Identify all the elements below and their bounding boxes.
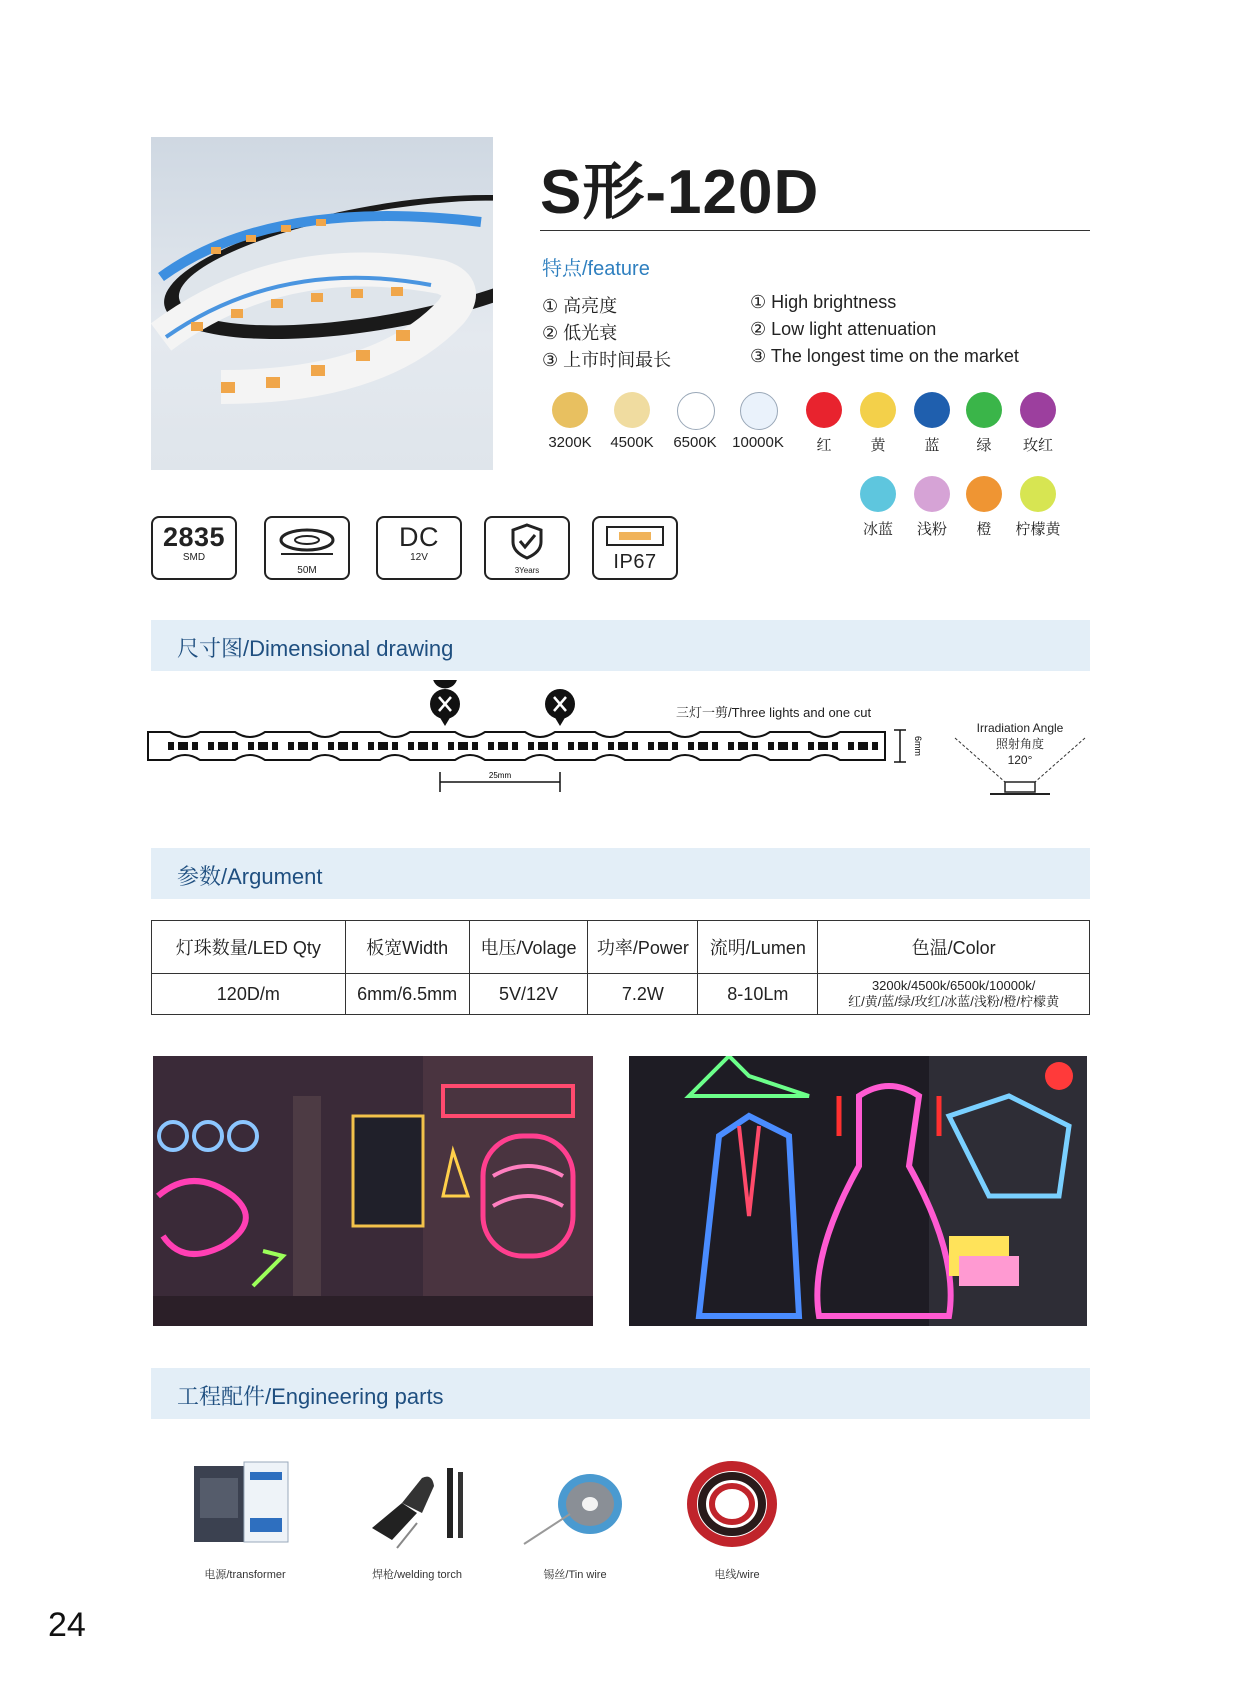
color-swatch-label: 蓝 — [924, 437, 940, 454]
led-chip — [592, 742, 598, 750]
argument-section-bar — [151, 848, 1090, 899]
led-chip — [792, 742, 798, 750]
led-chip — [768, 742, 774, 750]
spec-header: 灯珠数量/LED Qty — [152, 921, 346, 974]
led-chip — [418, 742, 428, 750]
strip-drawing — [140, 680, 930, 810]
color-swatch-label: 冰蓝 — [862, 521, 893, 538]
led-chip — [848, 742, 854, 750]
width-mark: 6mm — [913, 736, 923, 756]
led-chip — [472, 742, 478, 750]
part-label: 焊枪/welding torch — [372, 1569, 462, 1581]
led-chip — [218, 742, 228, 750]
cut-note: 三灯一剪/Three lights and one cut — [676, 705, 872, 720]
color-line-2: 红/黄/蓝/绿/玫红/冰蓝/浅粉/橙/柠檬黄 — [848, 994, 1060, 1009]
color-swatch — [614, 392, 650, 428]
led-chip — [688, 742, 694, 750]
spec-value: 7.2W — [588, 974, 698, 1015]
color-swatch — [677, 392, 715, 430]
spec-value: 6mm/6.5mm — [345, 974, 469, 1015]
color-swatch-label: 10000K — [732, 434, 784, 451]
led-reel-illustration — [151, 137, 493, 470]
color-swatch-label: 红 — [816, 437, 832, 454]
engineering-heading: 工程配件/Engineering parts — [177, 1384, 444, 1409]
angle-cn: 照射角度 — [995, 737, 1044, 751]
led-chip — [578, 742, 588, 750]
shield-check-icon — [507, 522, 547, 560]
spec-header: 板宽Width — [345, 921, 469, 974]
led-chip — [832, 742, 838, 750]
color-swatch — [914, 392, 950, 428]
neon-fashion-illustration — [629, 1056, 1087, 1326]
color-swatch — [1020, 476, 1056, 512]
tin-wire-icon — [520, 1458, 630, 1550]
led-chip — [808, 742, 814, 750]
led-chip — [872, 742, 878, 750]
spec-color-value — [818, 974, 1090, 1015]
led-chip — [408, 742, 414, 750]
ip-badge-value: IP67 — [613, 551, 657, 573]
color-swatch-label: 3200K — [548, 434, 592, 451]
led-chip-icon — [605, 525, 665, 547]
dimensional-section-bar — [151, 620, 1090, 671]
led-chip — [552, 742, 558, 750]
led-chip — [298, 742, 308, 750]
spec-value: 5V/12V — [469, 974, 588, 1015]
color-swatch — [1020, 392, 1056, 428]
led-chip — [258, 742, 268, 750]
led-chip — [248, 742, 254, 750]
reel-badge-label: 50M — [297, 565, 317, 576]
color-swatch — [806, 392, 842, 428]
led-chip — [648, 742, 654, 750]
smd-badge-label: SMD — [182, 552, 206, 563]
product-title: S形-120D — [540, 158, 820, 227]
irradiation-angle-text — [950, 720, 1090, 768]
dc-badge — [376, 516, 462, 580]
led-chip — [232, 742, 238, 750]
led-chip — [528, 742, 534, 750]
spec-value-row — [152, 974, 1090, 1015]
led-chip — [728, 742, 734, 750]
spec-header-row — [152, 921, 1090, 974]
led-chip — [672, 742, 678, 750]
engineering-section-bar — [151, 1368, 1090, 1419]
led-chip — [488, 742, 494, 750]
color-swatch — [914, 476, 950, 512]
smd-badge — [151, 516, 237, 580]
color-swatch-label: 绿 — [976, 437, 992, 454]
feature-en-3: ③ The longest time on the market — [750, 346, 1019, 366]
color-swatch — [552, 392, 588, 428]
led-chip — [698, 742, 708, 750]
spec-header: 流明/Lumen — [698, 921, 818, 974]
transformer-image — [190, 1458, 300, 1550]
color-swatch — [966, 476, 1002, 512]
application-photo-fashion — [629, 1056, 1087, 1326]
led-chip — [368, 742, 374, 750]
spec-value: 8-10Lm — [698, 974, 818, 1015]
led-chip — [738, 742, 748, 750]
warranty-badge-label: 3Years — [514, 566, 540, 575]
color-line-1: 3200k/4500k/6500k/10000k/ — [871, 978, 1036, 993]
color-swatch-label: 4500K — [610, 434, 654, 451]
led-chip — [328, 742, 334, 750]
dc-badge-label: 12V — [410, 552, 428, 563]
transformer-icon — [190, 1458, 300, 1550]
argument-heading: 参数/Argument — [177, 864, 323, 889]
led-chip — [858, 742, 868, 750]
spec-value: 120D/m — [152, 974, 346, 1015]
color-swatch — [860, 476, 896, 512]
led-chip — [272, 742, 278, 750]
led-chip — [512, 742, 518, 750]
led-chip — [352, 742, 358, 750]
feature-cn-2: ② 低光衰 — [542, 323, 618, 343]
led-chip — [818, 742, 828, 750]
smd-badge-value: 2835 — [162, 522, 226, 552]
warranty-badge — [484, 516, 570, 580]
led-chip — [448, 742, 454, 750]
led-chip — [338, 742, 348, 750]
spec-table — [151, 920, 1090, 1015]
led-chip — [498, 742, 508, 750]
part-label: 电线/wire — [714, 1569, 760, 1581]
color-swatch-label: 浅粉 — [916, 521, 947, 538]
led-chip — [178, 742, 188, 750]
title-divider — [540, 230, 1090, 231]
led-chip — [752, 742, 758, 750]
color-swatch-label: 黄 — [870, 437, 886, 454]
led-chip — [192, 742, 198, 750]
product-photo — [151, 137, 493, 470]
ip-badge — [592, 516, 678, 580]
led-chip — [312, 742, 318, 750]
part-label: 电源/transformer — [204, 1569, 286, 1581]
tin-wire-image — [520, 1458, 630, 1550]
part-label: 锡丝/Tin wire — [543, 1569, 607, 1581]
led-chip — [288, 742, 294, 750]
wire-image — [682, 1458, 792, 1550]
feature-cn-1: ① 高亮度 — [542, 296, 618, 316]
led-chip — [392, 742, 398, 750]
angle-value: 120° — [1007, 753, 1033, 767]
page-number: 24 — [48, 1606, 86, 1644]
led-chip — [618, 742, 628, 750]
dimensional-heading: 尺寸图/Dimensional drawing — [177, 636, 454, 661]
wire-coil-icon — [682, 1458, 792, 1550]
led-chip — [458, 742, 468, 750]
led-chip — [208, 742, 214, 750]
color-swatch — [740, 392, 778, 430]
led-chip — [568, 742, 574, 750]
feature-en-1: ① High brightness — [750, 292, 897, 312]
application-photo-signs — [153, 1056, 593, 1326]
led-chip — [608, 742, 614, 750]
color-swatch-label: 柠檬黄 — [1015, 521, 1061, 538]
led-chip — [658, 742, 668, 750]
color-swatch — [860, 392, 896, 428]
feature-heading: 特点/feature — [542, 258, 650, 280]
spec-header: 功率/Power — [588, 921, 698, 974]
feature-en-2: ② Low light attenuation — [750, 319, 937, 339]
led-chip — [168, 742, 174, 750]
dc-badge-value: DC — [399, 522, 439, 552]
led-chip — [378, 742, 388, 750]
neon-signs-illustration — [153, 1056, 593, 1326]
pitch-mark: 25mm — [488, 771, 512, 780]
reel-icon — [277, 524, 337, 560]
feature-cn-3: ③ 上市时间最长 — [542, 350, 672, 370]
led-chip — [632, 742, 638, 750]
color-swatch-label: 玫红 — [1022, 437, 1053, 454]
led-chip — [712, 742, 718, 750]
color-swatch — [966, 392, 1002, 428]
led-chip — [432, 742, 438, 750]
color-swatch-label: 橙 — [976, 521, 992, 538]
led-chip — [778, 742, 788, 750]
led-chip — [538, 742, 548, 750]
welding-torch-image — [362, 1458, 472, 1550]
spec-header: 电压/Volage — [469, 921, 588, 974]
reel-badge — [264, 516, 350, 580]
welding-torch-icon — [362, 1458, 472, 1550]
color-swatch-label: 6500K — [673, 434, 717, 451]
angle-en: Irradiation Angle — [976, 721, 1064, 735]
spec-header: 色温/Color — [818, 921, 1090, 974]
